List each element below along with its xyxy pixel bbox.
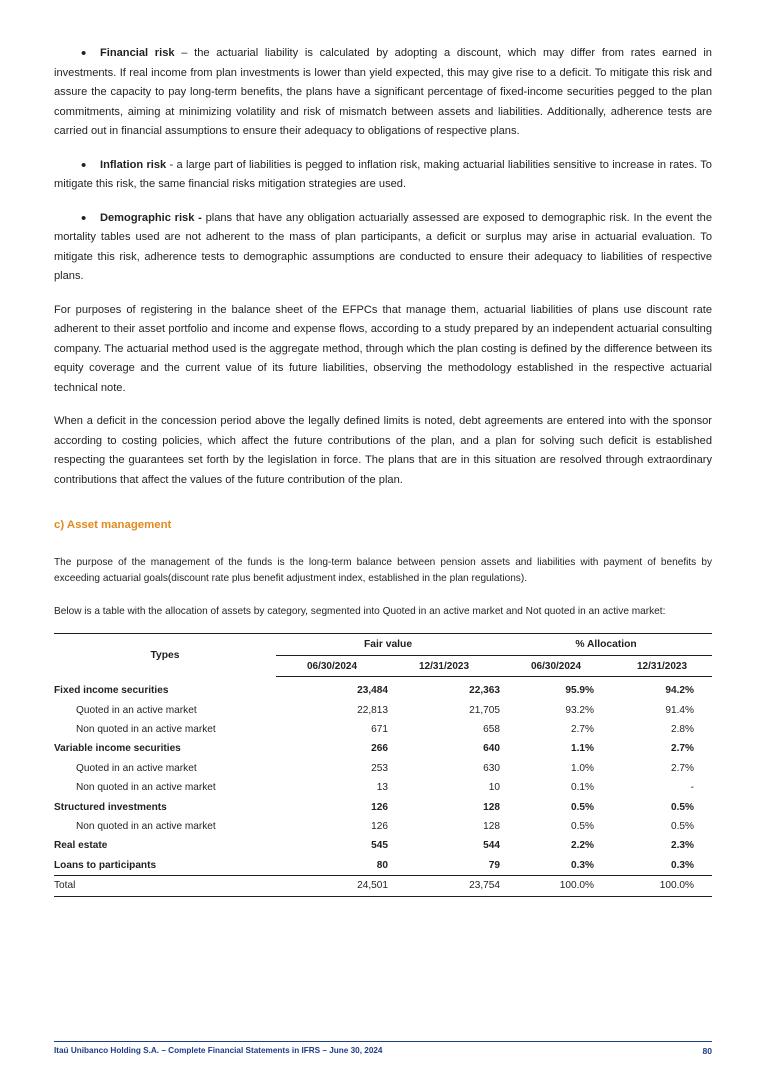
footer-text: Itaú Unibanco Holding S.A. – Complete Financial Statements in IFRS – June 30, 2024: [54, 1046, 383, 1055]
table-cell-value: 0.5%: [571, 801, 595, 813]
table-cell-value: 2.2%: [571, 840, 595, 852]
bullet-lead: Financial risk: [100, 47, 175, 59]
table-cell-value: 128: [483, 801, 501, 813]
table-cell-value: 79: [488, 859, 501, 871]
table-cell-value: 128: [483, 820, 501, 832]
table-cell-value: 2.8%: [671, 723, 695, 735]
bullet-dot-icon: •: [81, 156, 87, 174]
table-cell-value: 1.0%: [571, 762, 595, 774]
table-cell-value: 94.2%: [665, 685, 695, 697]
table-cell-value: 100.0%: [500, 875, 612, 896]
table-cell-label: Non quoted in an active market: [76, 782, 216, 794]
table-row: [54, 778, 712, 797]
table-cell-value: 0.3%: [571, 859, 595, 871]
table-body: [54, 677, 712, 896]
table-cell-value: 95.9%: [565, 685, 595, 697]
table-cell-value: 630: [483, 762, 501, 774]
table-cell-value: 126: [371, 801, 388, 813]
table-cell-value: 1.1%: [571, 743, 595, 755]
bullet-body: - a large part of liabilities is pegged to inflation risk, making actuarial liabilities sensitive to increase in rates. To mitigate this risk, the same financial risks mitigation strategies are used.: [54, 158, 712, 190]
table-cell-value: 0.3%: [671, 859, 695, 871]
table-subheader-fv-2024: 06/30/2024: [276, 656, 388, 677]
paragraph-table-intro: Below is a table with the allocation of assets by category, segmented into Quoted in an active market and Not quoted in an active market:: [54, 606, 666, 617]
paragraph-fund-purpose: The purpose of the management of the funds is the long-term balance between pension assets and liabilities with payment of benefits by exceeding actuarial goals(discount rate plus benefit adjustment index, established in the plan regulations).: [54, 557, 712, 584]
table-cell-label: Loans to participants: [54, 859, 157, 871]
table-cell-value: 545: [371, 840, 388, 852]
table-subheader-alloc-2023: 12/31/2023: [612, 656, 712, 677]
table-cell-value: 0.5%: [571, 820, 595, 832]
footer-divider: [54, 1041, 712, 1042]
table-row: [54, 856, 712, 876]
table-subheader-alloc-2024: 06/30/2024: [500, 656, 612, 677]
table-cell-value: 10: [488, 782, 501, 794]
table-cell-value: 253: [371, 762, 388, 774]
table-header-fair-value: Fair value: [276, 634, 500, 656]
bullet-demographic-risk: [54, 209, 712, 287]
table-cell-value: 2.7%: [571, 723, 595, 735]
table-cell-label: Real estate: [54, 840, 108, 852]
table-row: [54, 797, 712, 816]
table-cell-value: 13: [376, 782, 388, 794]
table-cell-value: 2.7%: [671, 762, 695, 774]
bullet-body: plans that have any obligation actuarially assessed are exposed to demographic risk. In the event the mortality tables used are not adherent to the mass of plan participants, a deficit or surplus may arise in actuarial evaluation. To mitigate this risk, adherence tests to demographic assumptions are conducted to ensure their adequacy to liabilities of respective plans.: [54, 211, 712, 282]
table-cell-label: Quoted in an active market: [76, 762, 197, 774]
paragraph-deficit-concession: When a deficit in the concession period above the legally defined limits is noted, debt agreements are entered into with the sponsor according to costing policies, which affect the future contributions of the plan, and a plan for solving such deficit is established respecting the guarantees set forth by the legislation in force. The plans that are in this situation are resolved through extraordinary contributions that affect the values of the future contribution of the plan.: [54, 415, 712, 486]
table-header-allocation: % Allocation: [500, 634, 712, 656]
table-row: [54, 700, 712, 719]
bullet-body: – the actuarial liability is calculated by adopting a discount, which may differ from rates earned in investments. If real income from plan investments is lower than yield expected, this may give rise to a deficit. To mitigate this risk and assure the capacity to pay long-term benefits, the plans have a significant percentage of fixed-income securities pegged to the plan commitments, aiming at minimizing volatility and risk of mismatch between assets and liabilities. Additionally, adherence tests are carried out in financial assumptions to ensure their adequacy to obligations of respective plans.: [54, 47, 712, 137]
table-cell-value: 21,705: [469, 704, 501, 716]
table-cell-value: -: [690, 782, 695, 794]
table-row: [54, 759, 712, 778]
table-row: [54, 836, 712, 855]
table-cell-value: 23,754: [388, 875, 500, 896]
table-cell-value: 671: [371, 723, 388, 735]
page-footer: [54, 1041, 712, 1063]
table-subheader-fv-2023: 12/31/2023: [388, 656, 500, 677]
table-cell-label: Non quoted in an active market: [76, 820, 216, 832]
table-cell-value: 2.3%: [671, 840, 695, 852]
table-cell-value: 23,484: [357, 685, 388, 697]
table-cell-label: Quoted in an active market: [76, 704, 197, 716]
section-heading-asset-management: c) Asset management: [54, 519, 172, 531]
paragraph-efpc-registration: For purposes of registering in the balance sheet of the EFPCs that manage them, actuarial liabilities of plans use discount rate adherent to their asset portfolio and income and expense flows, according to a study prepared by an independent actuarial consulting company. The actuarial method used is the aggregate method, through which the plan costing is defined by the difference between its equity coverage and the current value of its future liabilities, observing the methodology established in the respective actuarial technical note.: [54, 303, 712, 394]
table-header-types: Types: [150, 649, 180, 661]
bullet-inflation-risk: [54, 156, 712, 195]
table-cell-value: 93.2%: [565, 704, 595, 716]
table-cell-value: 126: [371, 820, 388, 832]
table-cell-value: 640: [483, 743, 501, 755]
bullet-dot-icon: •: [81, 209, 87, 227]
bullet-lead: Inflation risk: [100, 158, 167, 171]
table-cell-value: 2.7%: [671, 743, 695, 755]
table-cell-value: 0.5%: [671, 801, 695, 813]
table-cell-value: 0.5%: [671, 820, 695, 832]
footer-page-number: 80: [702, 1046, 712, 1056]
table-cell-value: 266: [371, 743, 388, 755]
bullet-lead: Demographic risk -: [100, 211, 202, 224]
table-cell-label: Non quoted in an active market: [76, 723, 216, 735]
table-cell-value: 0.1%: [571, 782, 595, 794]
bullet-financial-risk: [54, 44, 712, 142]
table-cell-value: 91.4%: [665, 704, 695, 716]
table-cell-label: Fixed income securities: [54, 685, 169, 697]
table-cell-value: 100.0%: [612, 875, 712, 896]
table-cell-value: 80: [376, 859, 388, 871]
table-row: [54, 739, 712, 758]
table-row: [54, 817, 712, 836]
table-cell-value: 22,813: [357, 704, 388, 716]
bullet-dot-icon: •: [81, 45, 87, 62]
table-cell-value: 544: [483, 840, 501, 852]
table-cell-value: 658: [483, 723, 501, 735]
table-row: [54, 681, 712, 700]
table-row-total: [54, 875, 712, 896]
table-cell-label: Variable income securities: [54, 743, 181, 755]
table-row: [54, 720, 712, 739]
table-cell-value: 22,363: [469, 685, 501, 697]
table-cell-label: Total: [54, 875, 276, 896]
table-cell-value: 24,501: [276, 875, 388, 896]
asset-allocation-table: [54, 633, 712, 897]
table-cell-label: Structured investments: [54, 801, 167, 813]
